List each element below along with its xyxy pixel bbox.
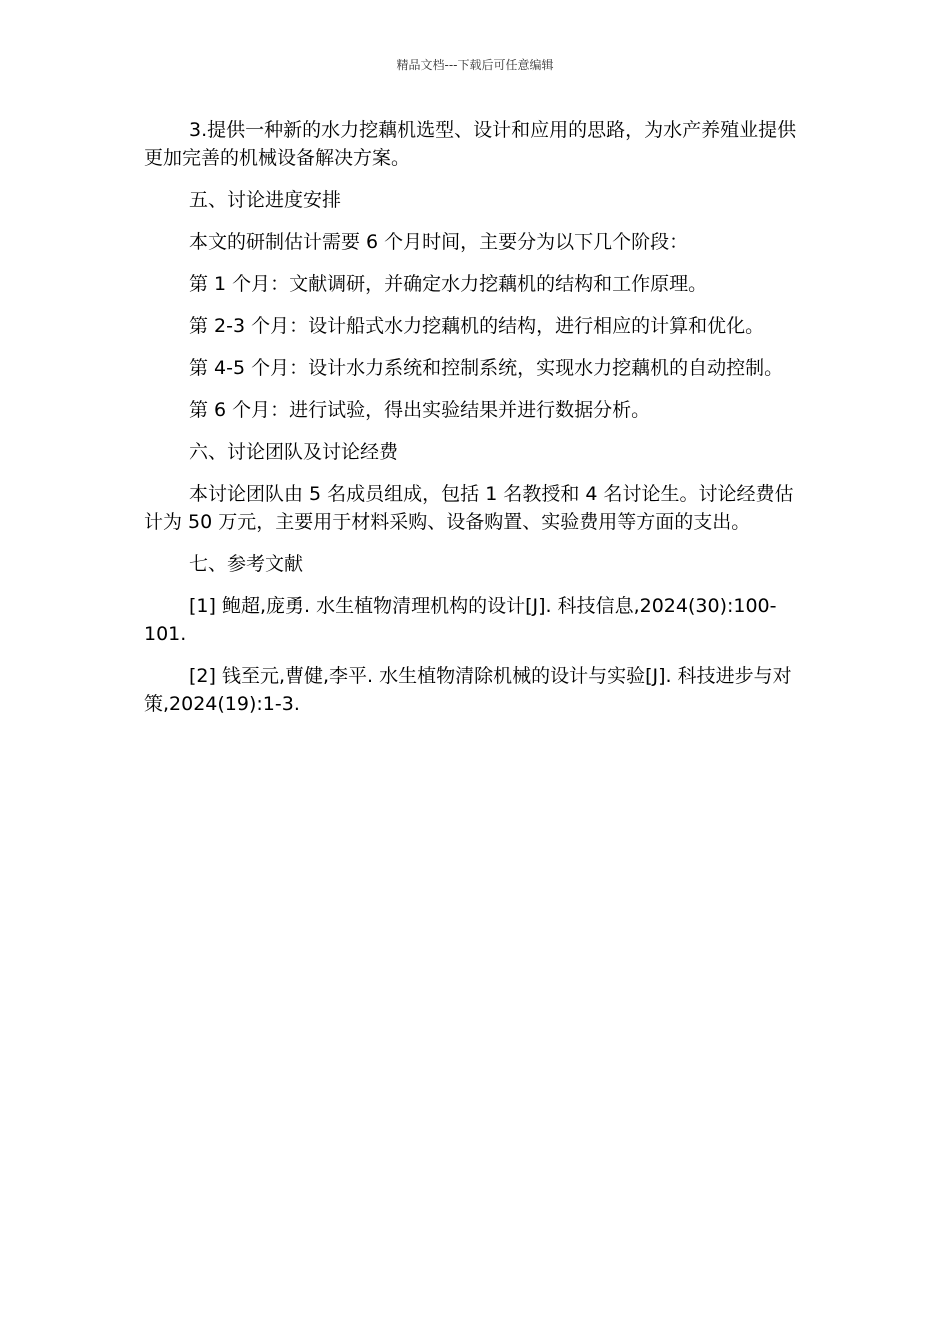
page-header: 精品文档---下载后可任意编辑 xyxy=(396,58,554,72)
document-body xyxy=(144,116,806,732)
section-heading-team-funding: 六、讨论团队及讨论经费 xyxy=(189,441,399,463)
paragraph-month-2-3: 第 2-3 个月：设计船式水力挖藕机的结构，进行相应的计算和优化。 xyxy=(189,315,765,337)
reference-item-2: [2] 钱至元,曹健,李平. 水生植物清除机械的设计与实验[J]. 科技进步与对策,2024(19):1-3. xyxy=(144,665,792,715)
reference-item-1: [1] 鲍超,庞勇. 水生植物清理机构的设计[J]. 科技信息,2024(30):100-101. xyxy=(144,595,777,645)
paragraph-team-funding: 本讨论团队由 5 名成员组成，包括 1 名教授和 4 名讨论生。讨论经费估计为 50 万元，主要用于材料采购、设备购置、实验费用等方面的支出。 xyxy=(144,483,794,533)
section-heading-references: 七、参考文献 xyxy=(189,553,304,575)
paragraph-objective-3: 3.提供一种新的水力挖藕机选型、设计和应用的思路，为水产养殖业提供更加完善的机械设备解决方案。 xyxy=(144,119,797,169)
paragraph-month-1: 第 1 个月：文献调研，并确定水力挖藕机的结构和工作原理。 xyxy=(189,273,708,295)
paragraph-month-6: 第 6 个月：进行试验，得出实验结果并进行数据分析。 xyxy=(189,399,651,421)
paragraph-schedule-intro: 本文的研制估计需要 6 个月时间，主要分为以下几个阶段： xyxy=(189,231,689,253)
paragraph-month-4-5: 第 4-5 个月：设计水力系统和控制系统，实现水力挖藕机的自动控制。 xyxy=(189,357,784,379)
section-heading-schedule: 五、讨论进度安排 xyxy=(189,189,342,211)
